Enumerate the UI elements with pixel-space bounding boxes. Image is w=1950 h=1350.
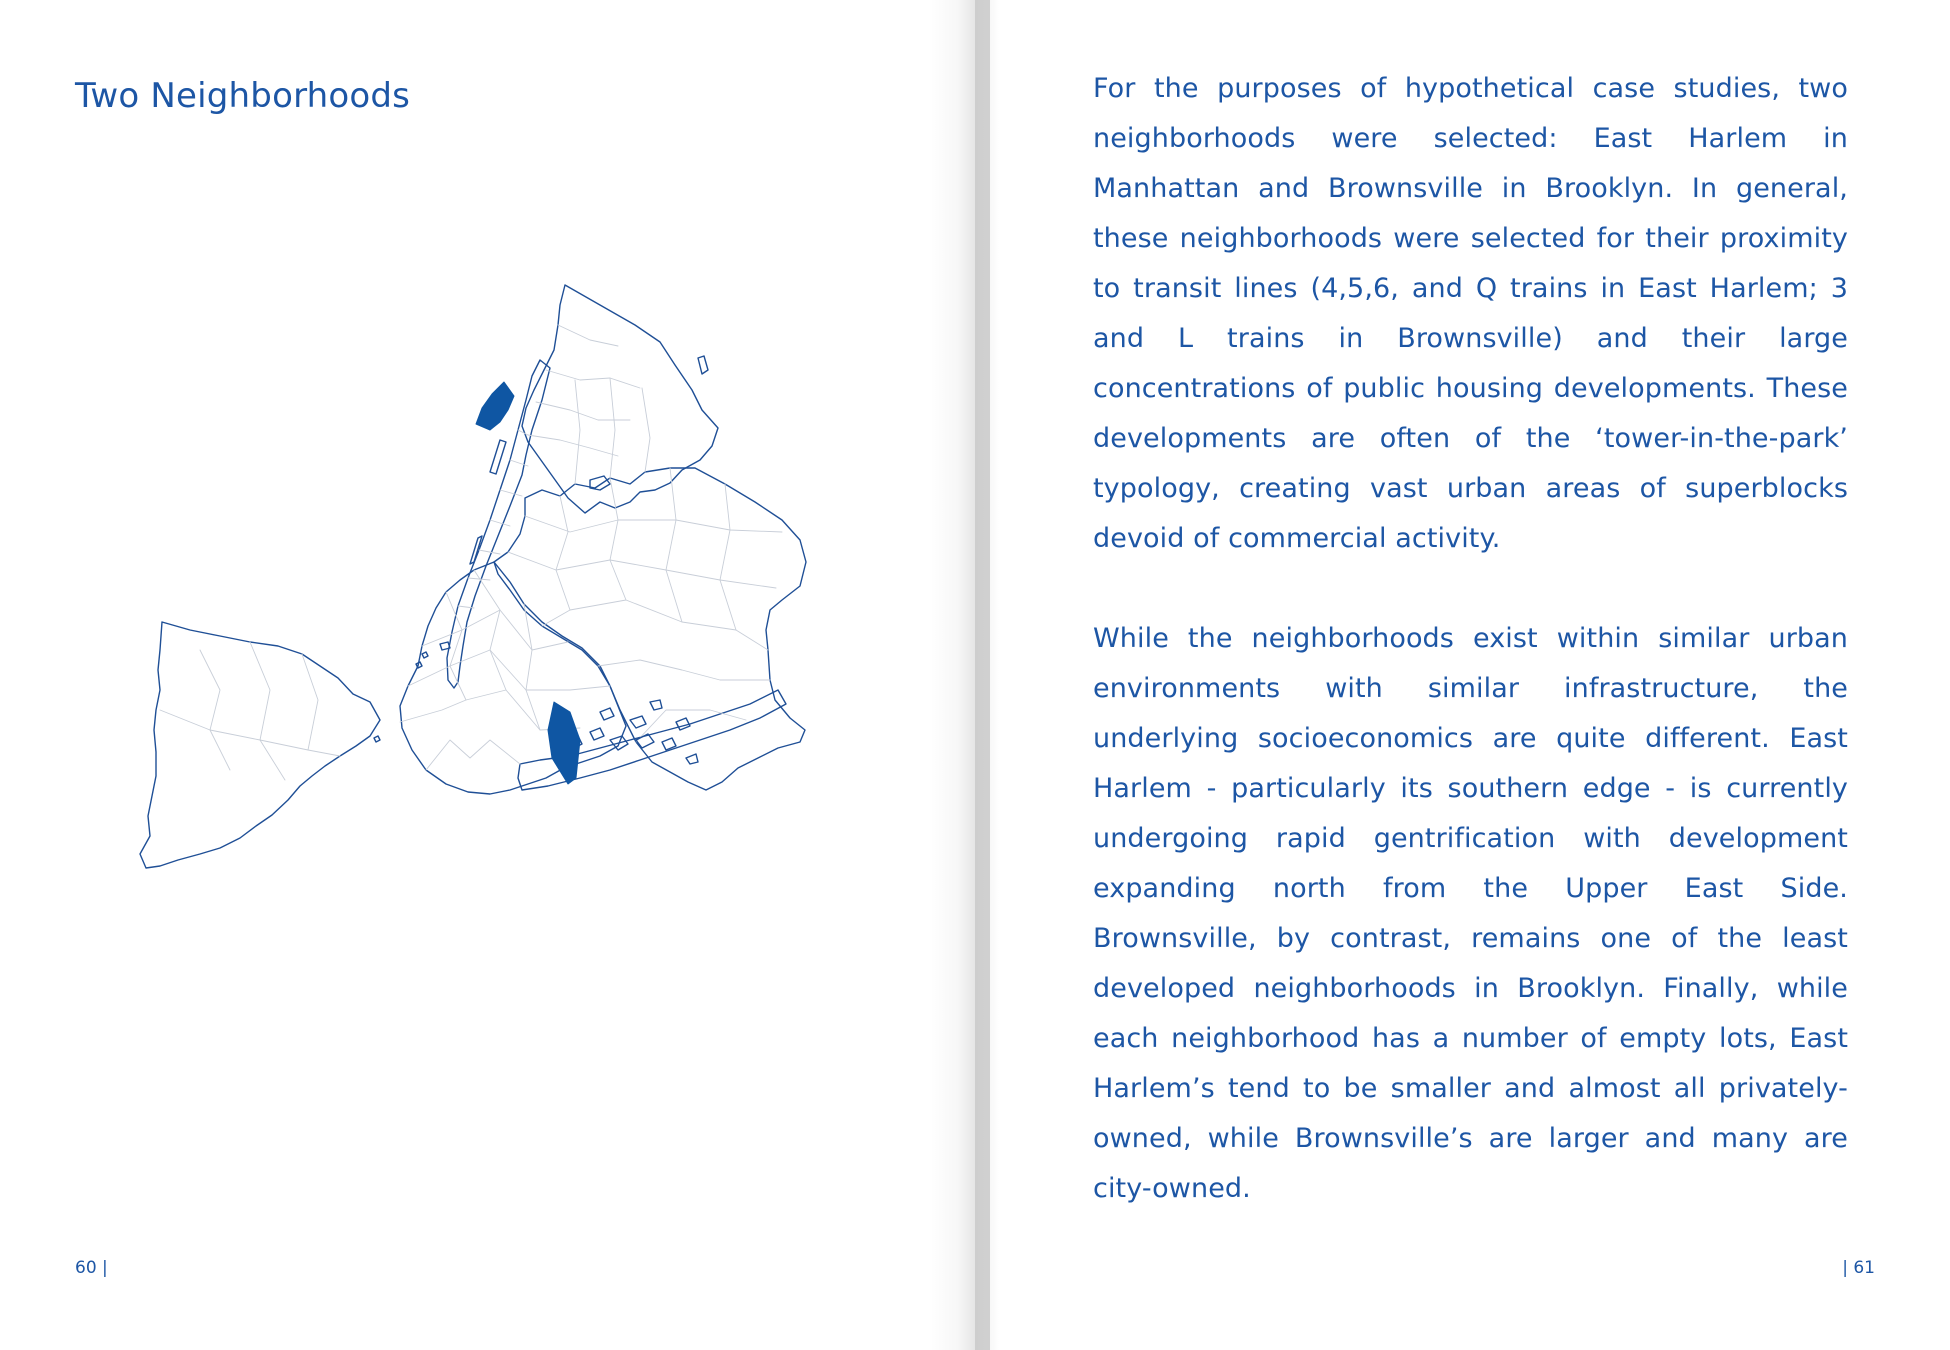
east-harlem-highlight [476,382,514,430]
nyc-neighborhood-map [70,270,870,1070]
nyc-map-svg [70,270,870,1070]
page-title: Two Neighborhoods [75,76,411,116]
district-boundaries [160,325,782,780]
central-park-outline [490,440,506,474]
rikers-island [590,476,610,490]
staten-island-outline [140,622,380,868]
brownsville-highlight [548,702,580,784]
liberty-island [416,662,422,668]
queens-outline [494,468,806,790]
bronx-outline [522,285,718,513]
paragraph-2: While the neighborhoods exist within similar urban environments with similar infrastructure, the underlying socioeconomics are quite different. East Harlem - particularly its southern edge - is currently undergoing rapid gentrification with development expanding north from the Upper East Side. Brownsville, by contrast, remains one of the least developed neighborhoods in Brooklyn. Finally, while each neighborhood has a number of empty lots, East Harlem’s tend to be smaller and almost all privately-owned, while Brownsville’s are larger and many are city-owned. [1093,623,1848,1204]
page-number-right: | 61 [1842,1258,1875,1278]
body-text [1093,64,1848,1264]
hoffman-island [374,736,380,742]
page-number-left: 60 | [75,1258,108,1278]
city-island [698,356,708,374]
paragraph-1: For the purposes of hypothetical case studies, two neighborhoods were selected: East Harlem in Manhattan and Brownsville in Brooklyn. In general, these neighborhoods were selected for their proximity to transit lines (4,5,6, and Q trains in East Harlem; 3 and L trains in Brownsville) and their large concentrations of public housing developments. These developments are often of the ‘tower-in-the-park’ typology, creating vast urban areas of superblocks devoid of commercial activity. [1093,73,1848,554]
brooklyn-outline [400,562,626,794]
right-page [975,0,1950,1350]
ellis-island [422,652,428,658]
governors-island [440,642,450,650]
